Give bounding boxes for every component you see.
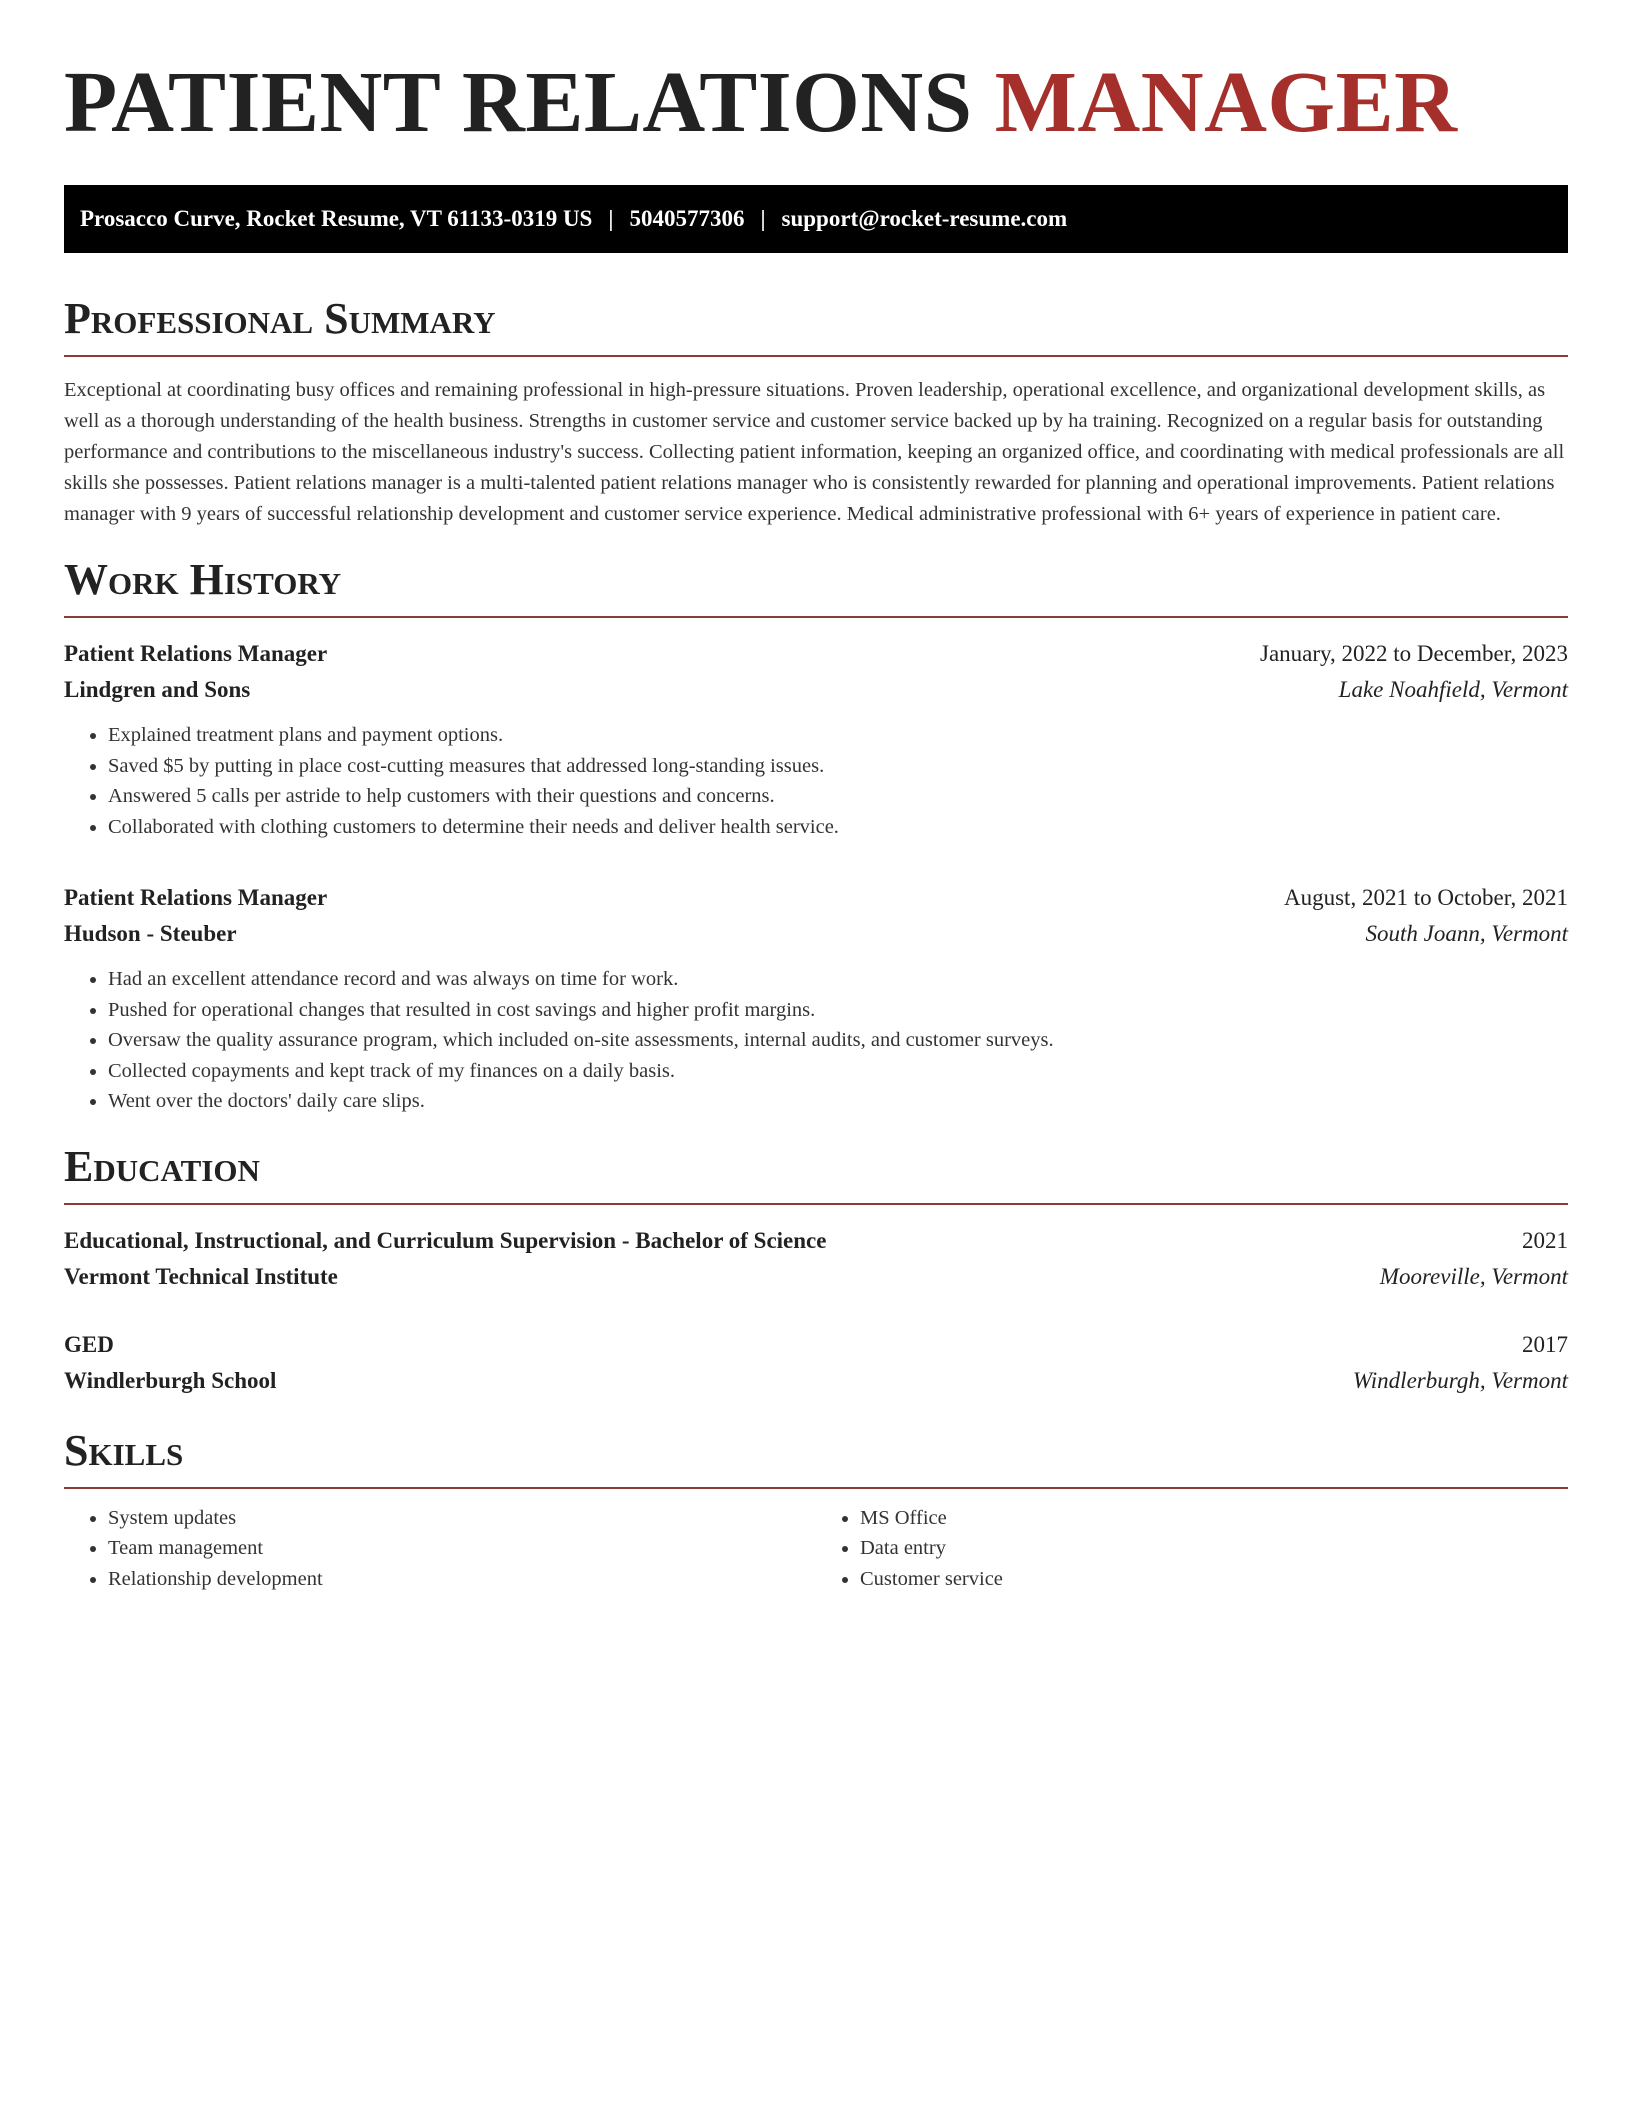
summary-text: Exceptional at coordinating busy offices and remaining professional in high-pressure situations. Proven leadership, operational excellence, and organizational development skills, as well as a thorough understanding of the health business. Strengths in customer service and customer service backed up by ha training. Recognized on a regular basis for outstanding performance and contributions to the miscellaneous industry's success. Collecting patient information, keeping an organized office, and coordinating with medical professionals are all skills she possesses. Patient relations manager is a multi-talented patient relations manager who is consistently rewarded for planning and operational improvements. Patient relations manager with 9 years of successful relationship development and customer service experience. Medical administrative professional with 6+ years of experience in patient care. (64, 379, 1565, 525)
job-bullet: • Answered 5 calls per astride to help customers with their questions and concerns. (108, 781, 1568, 812)
summary-section (64, 294, 1568, 530)
education-school: Windlerburgh School (64, 1367, 277, 1393)
resume-title (64, 53, 1568, 150)
job-bullet: • Went over the doctors' daily care slips. (108, 1086, 1568, 1117)
education-location: Windlerburgh, Vermont (1352, 1367, 1568, 1393)
contact-phone: 5040577306 (629, 206, 745, 231)
contact-separator: | (608, 206, 614, 231)
job-entry (64, 880, 1568, 1117)
education-entry (64, 1327, 1568, 1399)
work-history-section (64, 555, 1568, 1117)
job-location: Lake Noahfield, Vermont (1338, 677, 1568, 702)
skill-item: • Relationship development (108, 1564, 816, 1595)
job-bullet: • Collected copayments and kept track of my finances on a daily basis. (108, 1056, 1568, 1087)
title-main: PATIENT RELATIONS (64, 53, 973, 150)
education-school: Vermont Technical Institute (64, 1263, 338, 1289)
skills-list (64, 1503, 1568, 1595)
contact-email: support@rocket-resume.com (781, 206, 1068, 231)
job-bullet: • Had an excellent attendance record and was always on time for work. (108, 964, 1568, 995)
education-entry (64, 1223, 1568, 1295)
education-location: Mooreville, Vermont (1379, 1263, 1568, 1289)
job-bullet: • Oversaw the quality assurance program, which included on-site assessments, internal audits, and customer surveys. (108, 1025, 1568, 1056)
education-heading: Education (64, 1145, 1568, 1205)
skill-item: • System updates (108, 1503, 816, 1534)
job-dates: August, 2021 to October, 2021 (1284, 885, 1568, 910)
contact-bar (64, 185, 1568, 253)
contact-separator: | (760, 206, 766, 231)
skill-item: • Customer service (860, 1564, 1568, 1595)
skills-section (64, 1425, 1568, 1595)
education-year: 2021 (1522, 1227, 1568, 1253)
job-bullet: • Collaborated with clothing customers to determine their needs and deliver health service. (108, 812, 1568, 843)
work-history-heading: Work History (64, 558, 1568, 618)
job-company: Hudson - Steuber (64, 921, 237, 946)
job-bullet: • Explained treatment plans and payment options. (108, 720, 1568, 751)
job-bullet: • Pushed for operational changes that resulted in cost savings and higher profit margins. (108, 995, 1568, 1026)
job-dates: January, 2022 to December, 2023 (1260, 641, 1568, 666)
education-section (64, 1141, 1568, 1399)
job-entry (64, 636, 1568, 842)
education-year: 2017 (1522, 1331, 1568, 1357)
education-degree: Educational, Instructional, and Curriculum Supervision - Bachelor of Science (64, 1227, 827, 1253)
skill-item: • Data entry (860, 1533, 1568, 1564)
job-bullet: • Saved $5 by putting in place cost-cutting measures that addressed long-standing issues. (108, 751, 1568, 782)
skill-item: • Team management (108, 1533, 816, 1564)
skills-column-left (64, 1503, 816, 1595)
job-location: South Joann, Vermont (1365, 921, 1568, 946)
contact-address: Prosacco Curve, Rocket Resume, VT 61133-0319 US (80, 206, 593, 231)
job-title: Patient Relations Manager (64, 885, 328, 910)
skills-heading: Skills (64, 1429, 1568, 1489)
title-accent: MANAGER (994, 53, 1458, 150)
skills-column-right (816, 1503, 1568, 1595)
education-degree: GED (64, 1331, 114, 1357)
job-title: Patient Relations Manager (64, 641, 328, 666)
job-bullets (64, 720, 1568, 842)
summary-heading: Professional Summary (64, 297, 1568, 357)
job-bullets (64, 964, 1568, 1117)
skill-item: • MS Office (860, 1503, 1568, 1534)
job-company: Lindgren and Sons (64, 677, 251, 702)
